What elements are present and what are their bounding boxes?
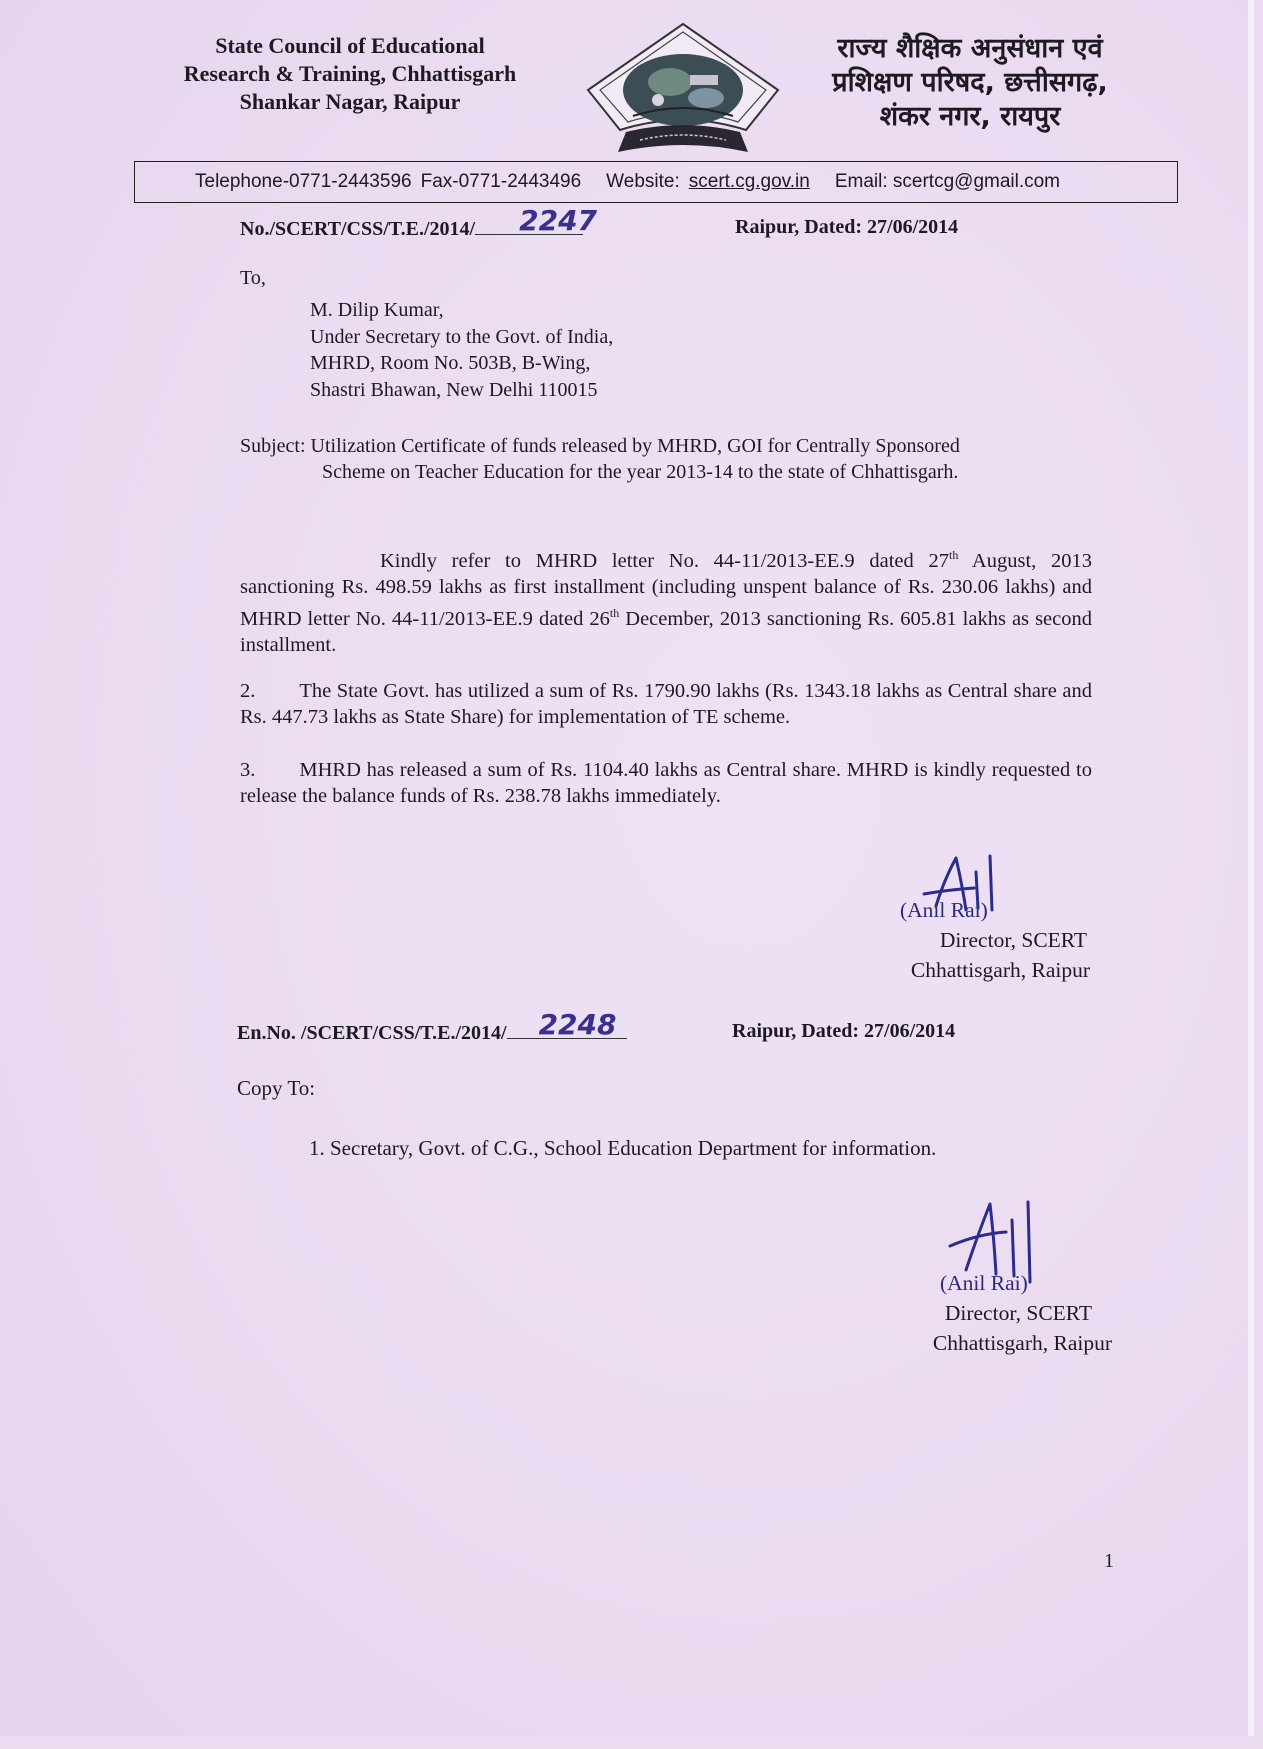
copy-to-label: Copy To: [237, 1076, 316, 1100]
p2-number: 2. [240, 680, 256, 702]
address-line: M. Dilip Kumar, [310, 299, 444, 321]
endorsement-date: Raipur, Dated: 27/06/2014 [732, 1020, 956, 1042]
body-paragraph-2 [240, 678, 1092, 730]
body-paragraph-3 [240, 757, 1092, 809]
org-name-hindi [790, 32, 1150, 134]
org-name-english [150, 32, 550, 116]
copy-to-item: 1. Secretary, Govt. of C.G., School Education Department for information. [309, 1136, 937, 1160]
letter-date: Raipur, Dated: 27/06/2014 [735, 216, 959, 238]
signatory-title: Director, SCERT [944, 1301, 1092, 1325]
p1-text-c: December, 2013 sanctioning Rs. 605.81 lakhs as second installment. [240, 607, 1092, 656]
to-label: To, [240, 267, 266, 289]
website-label: Website: [606, 171, 680, 192]
signatory-place: Chhattisgarh, Raipur [910, 958, 1090, 982]
signatory-name: (Anil Rai) [940, 1271, 1028, 1295]
telephone: Telephone-0771-2443596 [195, 171, 412, 192]
email: Email: scertcg@gmail.com [834, 171, 1061, 192]
page-number: 1 [1104, 1550, 1114, 1572]
org-line-2: Research & Training, Chhattisgarh [183, 61, 517, 86]
endorsement-number [237, 1008, 627, 1045]
signatory-name: (Anil Rai) [900, 898, 988, 922]
endorsement-number-prefix: En.No. /SCERT/CSS/T.E./2014/ [237, 1022, 507, 1044]
address-line: MHRD, Room No. 503B, B-Wing, [310, 352, 591, 374]
letter-number [240, 204, 598, 241]
fax: Fax-0771-2443496 [420, 171, 582, 192]
p3-text: MHRD has released a sum of Rs. 1104.40 lakhs as Central share. MHRD is kindly requested to release the balance funds of Rs. 238.78 lakhs immediately. [240, 759, 1092, 807]
org-hindi-line-1: राज्य शैक्षिक अनुसंधान एवं [837, 33, 1103, 64]
org-hindi-line-2: प्रशिक्षण परिषद, छत्तीसगढ़, [832, 67, 1108, 98]
address-line: Under Secretary to the Govt. of India, [310, 325, 614, 348]
subject-line-1: Subject: Utilization Certificate of funds released by MHRD, GOI for Centrally Sponsored [240, 435, 960, 457]
org-hindi-line-3: शंकर नगर, रायपुर [879, 101, 1061, 132]
signatory-place: Chhattisgarh, Raipur [932, 1331, 1112, 1355]
endorsement-number-blank [507, 1008, 627, 1041]
recipient-address [310, 297, 613, 403]
p1-text-a: Kindly refer to MHRD letter No. 44-11/2013-EE.9 dated 27 [380, 549, 949, 572]
scert-emblem-logo [578, 20, 788, 158]
org-line-3: Shankar Nagar, Raipur [239, 89, 461, 114]
letter-number-prefix: No./SCERT/CSS/T.E./2014/ [240, 218, 476, 240]
p1-superscript-1: th [948, 548, 959, 562]
signature-block-1 [860, 895, 1090, 985]
handwritten-endorsement-number: 2248 [538, 1008, 617, 1041]
letter-number-blank [475, 204, 598, 237]
website-link[interactable]: scert.cg.gov.in [688, 171, 810, 192]
org-line-1: State Council of Educational [215, 33, 485, 58]
handwritten-letter-number: 2247 [519, 204, 598, 237]
signature-block-2 [880, 1268, 1112, 1358]
signatory-title: Director, SCERT [939, 928, 1087, 952]
p1-superscript-2: th [609, 605, 620, 620]
p3-number: 3. [240, 759, 256, 781]
p2-text: The State Govt. has utilized a sum of Rs. 1790.90 lakhs (Rs. 1343.18 lakhs as Central share and Rs. 447.73 lakhs as State Share) for implementation of TE scheme. [240, 680, 1092, 728]
body-paragraph-1 [240, 542, 1092, 658]
p1-text-b: August, 2013 sanctioning Rs. 498.59 lakhs as first installment (including unspent balance of Rs. 230.06 lakhs) and MHRD letter No. 44-11/2013-EE.9 dated 26 [240, 549, 1092, 630]
subject-line-2: Scheme on Teacher Education for the year 2013-14 to the state of Chhattisgarh. [322, 461, 959, 483]
contact-info-box [134, 161, 1178, 203]
address-line: Shastri Bhawan, New Delhi 110015 [310, 378, 598, 401]
